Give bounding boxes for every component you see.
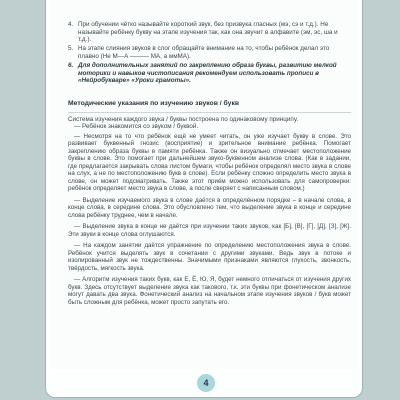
method-paragraph: — Выделение звука в конце не даётся при изучении таких звуков, как [Б], [В], [Г], [Д], [З], [Ж]. Эти звуки в конце слова оглушаются. xyxy=(68,223,351,238)
list-item-text: При обучении чётко называйте короткий звук, без призвука гласных (мэ, сэ и т.д.). Не называйте ребёнку букву на этапе изучения так, как она звучит в алфавите (эм, эс, ша и т.д.). xyxy=(78,21,338,44)
method-paragraph: — Выделение изучаемого звука в слове даётся в определённом порядке – в начале слова, в конце слова, в середине слова. Это обусловлено тем, что выделение звука в конце и середине слова ребёнку труднее, чем в начале. xyxy=(68,196,351,219)
list-item-number: 4. xyxy=(68,21,74,28)
list-item xyxy=(68,62,351,85)
intro-dash-text: — Ребёнок знакомится со звуком / буквой. xyxy=(74,123,199,131)
title-divider xyxy=(68,112,351,113)
page-body xyxy=(51,0,357,369)
list-item-text: Для дополнительных занятий по закреплению образа буквы, развитию мелкой моторики и навыков чистописания рекомендуем использовать прописи в «Нейробукваре» «Уроки грамоты». xyxy=(78,61,337,85)
method-paragraph: — Несмотря на то что ребёнок ещё не умеет читать, он уже изучает букву в слове. Это развивает буквенный гнозис (восприятие) и зрительное внимание ребёнка. Помогает закреплению образа буквы в памяти ребёнка. Также он визуально отмечает местоположение буквы в слове. Это помогает при дальнейшем звуко-буквенном анализе слова. (Как в задании, где предлагается закрывать слова листом бумаги, чтобы ребёнок определял место звука в слове на слух, а не по местоположению букв в слове). Если ребёнку сложно определить место звука в слове, он может подсматривать. Также этот приём можно использовать для самопроверки: ребёнок определяет место звука в слове, а после сверяет с написанным словом.) xyxy=(68,132,351,193)
method-paragraph: — На каждом занятии даётся упражнение по определению местоположения звука в слове. Ребёнок учится выделять звук в сочетании с другими звуками. Ведь звук в потоке и изолированный звук не тождественны. Значимыми признаками являются глухость, звонкость, твёрдость, мягкость звука. xyxy=(68,242,351,272)
page-number-badge: 4 xyxy=(197,374,215,392)
book-page xyxy=(45,0,363,398)
section-title: Методические указания по изучению звуков / букв xyxy=(68,99,240,107)
list-item-text: На этапе слияния звуков в слог обращайте внимание на то, чтобы ребёнок делал это плавно (Не М—А ——— МА, а ммМА). xyxy=(78,45,330,60)
list-item xyxy=(68,21,351,44)
list-item xyxy=(68,45,351,60)
method-paragraph: — Алгоритм изучения таких букв, как Е, Ё, Ю, Я, будет немного отличаться от изучения других букв. Здесь отсутствует выделение звука как такового, т.к. эти буквы при фонетическом анализе могут давать два звука. Фонетический анализ на начальном этапе изучения звуков / букв может быть сложным для ребёнка, может просто запутать его. xyxy=(68,276,351,306)
list-item-number: 5. xyxy=(68,45,74,53)
list-item-number: 6. xyxy=(68,61,74,69)
page-content xyxy=(68,21,351,310)
intro-text: Система изучения каждого звука / буквы построена по одинаковому принципу. xyxy=(68,115,299,123)
